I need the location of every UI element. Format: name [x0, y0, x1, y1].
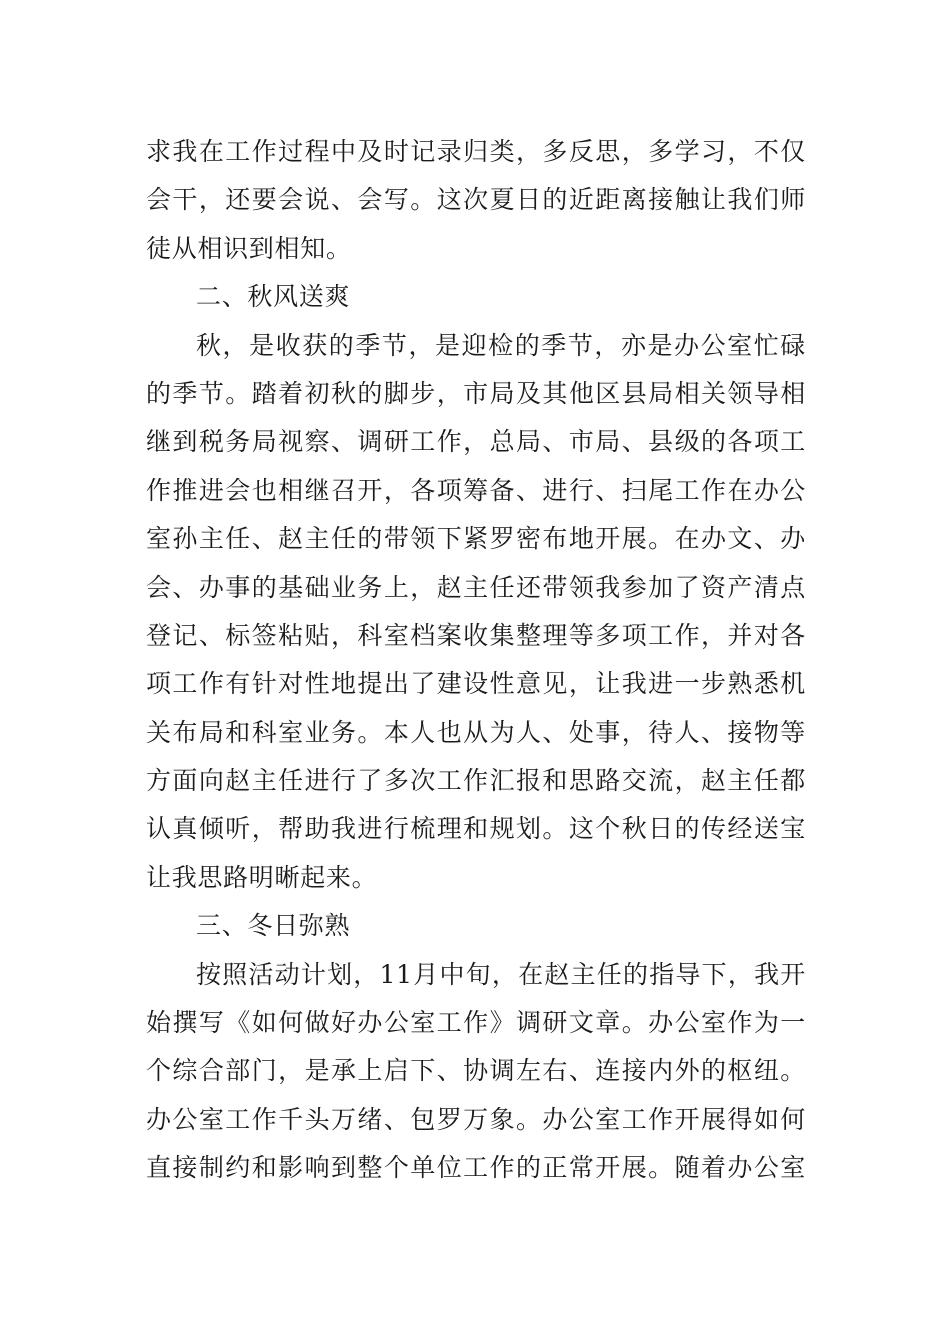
text-line: 按照活动计划，11月中旬，在赵主任的指导下，我开	[196, 959, 806, 989]
text-line: 徒从相识到相知。	[146, 233, 352, 263]
text-line: 方面向赵主任进行了多次工作汇报和思路交流，赵主任都	[146, 766, 806, 796]
document-body	[146, 128, 806, 1193]
text-line: 办公室工作千头万绪、包罗万象。办公室工作开展得如何	[146, 1104, 806, 1134]
section-heading-winter	[146, 902, 806, 950]
text-line: 作推进会也相继召开，各项筹备、进行、扫尾工作在办公	[146, 475, 806, 505]
text-line: 的季节。踏着初秋的脚步，市局及其他区县局相关领导相	[146, 378, 806, 408]
paragraph-autumn	[146, 322, 806, 903]
paragraph-winter	[146, 951, 806, 1193]
text-line: 项工作有针对性地提出了建设性意见，让我进一步熟悉机	[146, 669, 806, 699]
text-line: 登记、标签粘贴，科室档案收集整理等多项工作，并对各	[146, 620, 806, 650]
text-line: 秋，是收获的季节，是迎检的季节，亦是办公室忙碌	[196, 330, 806, 360]
text-line: 直接制约和影响到整个单位工作的正常开展。随着办公室	[146, 1153, 806, 1183]
text-line: 室孙主任、赵主任的带领下紧罗密布地开展。在办文、办	[146, 524, 806, 554]
text-line: 会、办事的基础业务上，赵主任还带领我参加了资产清点	[146, 572, 806, 602]
heading-line: 三、冬日弥熟	[196, 911, 351, 941]
text-line: 个综合部门，是承上启下、协调左右、连接内外的枢纽。	[146, 1056, 806, 1086]
text-line: 让我思路明晰起来。	[146, 862, 378, 892]
text-line: 继到税务局视察、调研工作，总局、市局、县级的各项工	[146, 427, 806, 457]
text-line: 求我在工作过程中及时记录归类，多反思，多学习，不仅	[146, 137, 806, 166]
section-heading-autumn	[146, 273, 806, 321]
text-line: 始撰写《如何做好办公室工作》调研文章。办公室作为一	[146, 1008, 806, 1038]
heading-line: 二、秋风送爽	[196, 282, 351, 312]
paragraph-continuation	[146, 128, 806, 273]
text-line: 关布局和科室业务。本人也从为人、处事，待人、接物等	[146, 717, 806, 747]
text-line: 会干，还要会说、会写。这次夏日的近距离接触让我们师	[146, 185, 806, 215]
text-line: 认真倾听，帮助我进行梳理和规划。这个秋日的传经送宝	[146, 814, 806, 844]
